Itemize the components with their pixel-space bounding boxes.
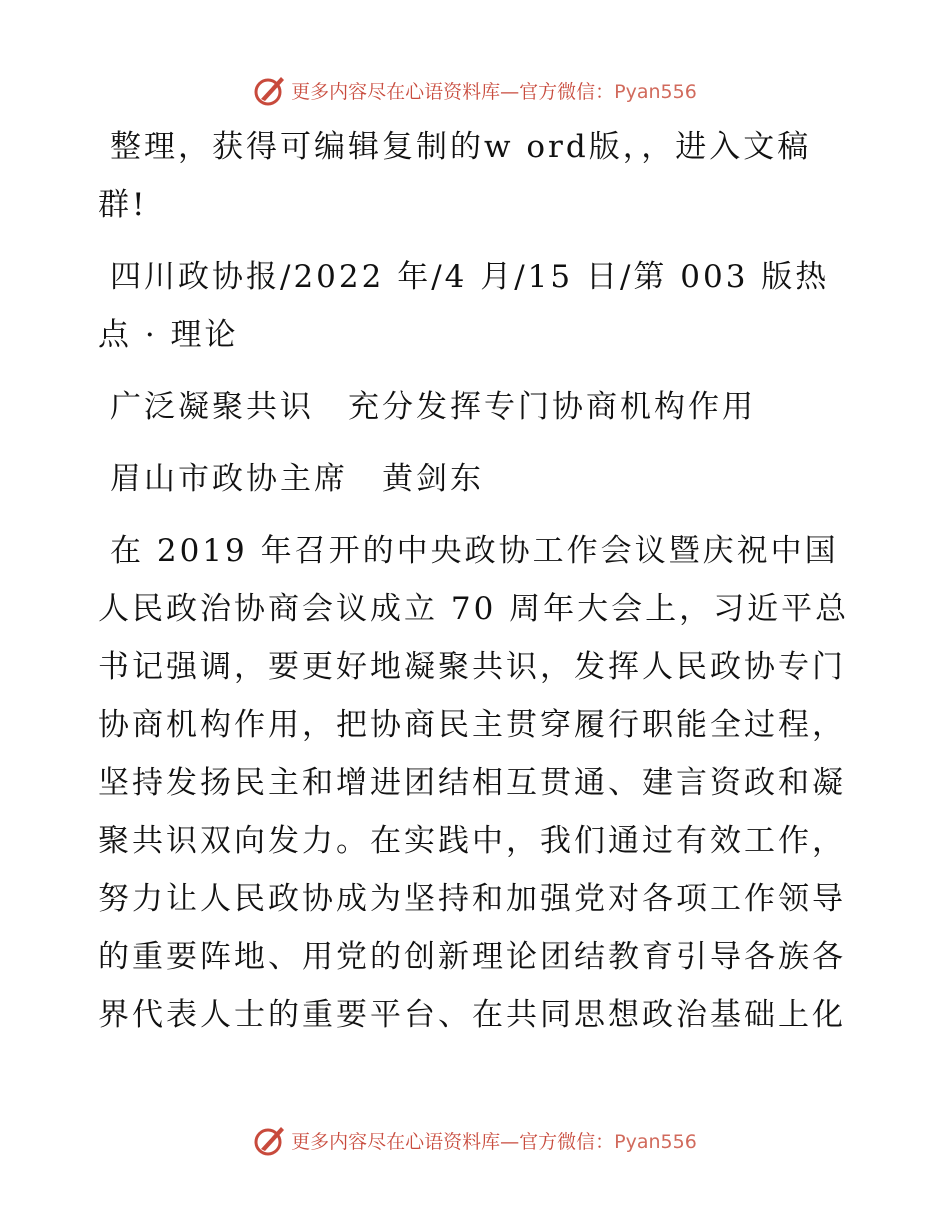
quill-logo-icon [253,73,287,107]
footer-banner-text: 更多内容尽在心语资料库—官方微信：Pyan556 [291,1130,697,1153]
body-paragraph: 在 2019 年召开的中央政协工作会议暨庆祝中国人民政治协商会议成立 70 周年大会上，习近平总书记强调，要更好地凝聚共识，发挥人民政协专门协商机构作用，把协商民主贯穿履行职能全过程，坚持发扬民主和增进团结相互贯通、建言资政和凝聚共识双向发力。在实践中，我们通过有效工作，努力让人民政协成为坚持和加强党对各项工作领导的重要阵地、用党的创新理论团结教育引导各族各界代表人士的重要平台、在共同思想政治基础上化 [98,533,850,1033]
article-title: 广泛凝聚共识 充分发挥专门协商机构作用 [110,389,756,425]
document-body [98,118,858,1044]
header-banner-text: 更多内容尽在心语资料库—官方微信：Pyan556 [291,80,697,103]
quill-logo-icon [253,1123,287,1157]
header-banner [0,70,950,110]
intro-text: 整理，获得可编辑复制的w ord版，，进入文稿群! [98,129,812,223]
footer-banner [0,1120,950,1160]
source-line: 四川政协报/2022 年/4 月/15 日/第 003 版热点 · 理论 [98,259,830,353]
author-line: 眉山市政协主席 黄剑东 [110,461,484,497]
